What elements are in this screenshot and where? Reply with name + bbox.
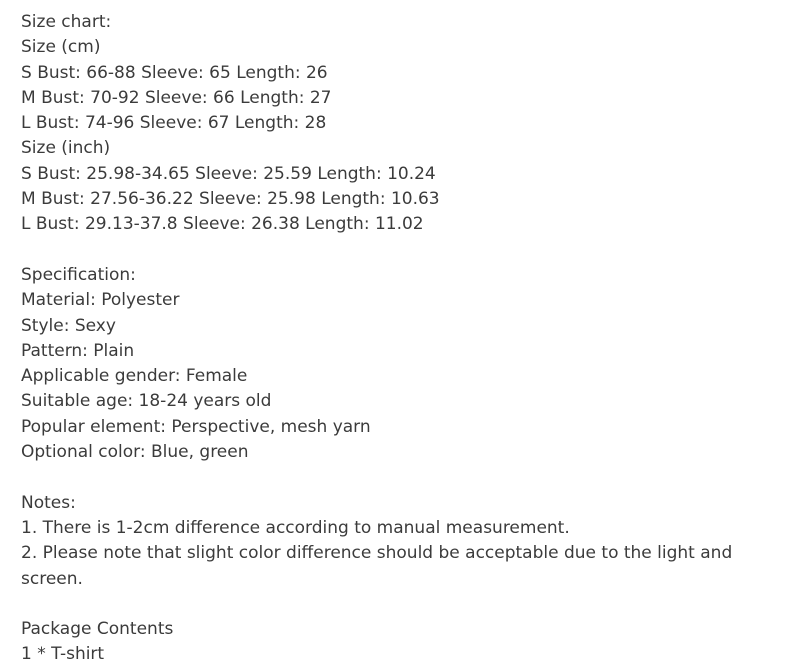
- product-description: [21, 10, 761, 668]
- spec-pattern: Pattern: Plain: [21, 340, 135, 361]
- size-chart-section: [21, 10, 761, 238]
- size-inch-row-m: M Bust: 27.56-36.22 Sleeve: 25.98 Length: 10.63: [21, 189, 440, 210]
- section-spacer: [21, 238, 761, 263]
- size-cm-row-l: L Bust: 74-96 Sleeve: 67 Length: 28: [21, 113, 327, 134]
- spec-material: Material: Polyester: [21, 290, 180, 311]
- package-heading: Package Contents: [21, 619, 174, 640]
- specification-heading: Specification:: [21, 264, 136, 285]
- spec-gender: Applicable gender: Female: [21, 366, 248, 387]
- spec-age: Suitable age: 18-24 years old: [21, 391, 272, 412]
- notes-heading: Notes:: [21, 492, 76, 513]
- specification-section: [21, 263, 761, 465]
- section-spacer: [21, 592, 761, 617]
- size-inch-row-l: L Bust: 29.13-37.8 Sleeve: 26.38 Length: 11.02: [21, 214, 424, 235]
- spec-style: Style: Sexy: [21, 315, 116, 336]
- spec-element: Popular element: Perspective, mesh yarn: [21, 416, 371, 437]
- size-chart-heading: Size chart:: [21, 12, 112, 32]
- size-cm-row-m: M Bust: 70-92 Sleeve: 66 Length: 27: [21, 87, 332, 108]
- size-inch-heading: Size (inch): [21, 138, 111, 159]
- size-inch-row-s: S Bust: 25.98-34.65 Sleeve: 25.59 Length: 10.24: [21, 163, 436, 184]
- notes-section: [21, 491, 761, 592]
- spec-color: Optional color: Blue, green: [21, 442, 249, 463]
- package-item-tshirt: 1 * T-shirt: [21, 644, 105, 665]
- section-spacer: [21, 465, 761, 490]
- size-cm-row-s: S Bust: 66-88 Sleeve: 65 Length: 26: [21, 62, 328, 83]
- note-color-difference: 2. Please note that slight color difference should be acceptable due to the light and screen.: [21, 543, 733, 589]
- note-measurement: 1. There is 1-2cm difference according to manual measurement.: [21, 517, 570, 538]
- size-cm-heading: Size (cm): [21, 37, 101, 58]
- package-section: [21, 617, 761, 668]
